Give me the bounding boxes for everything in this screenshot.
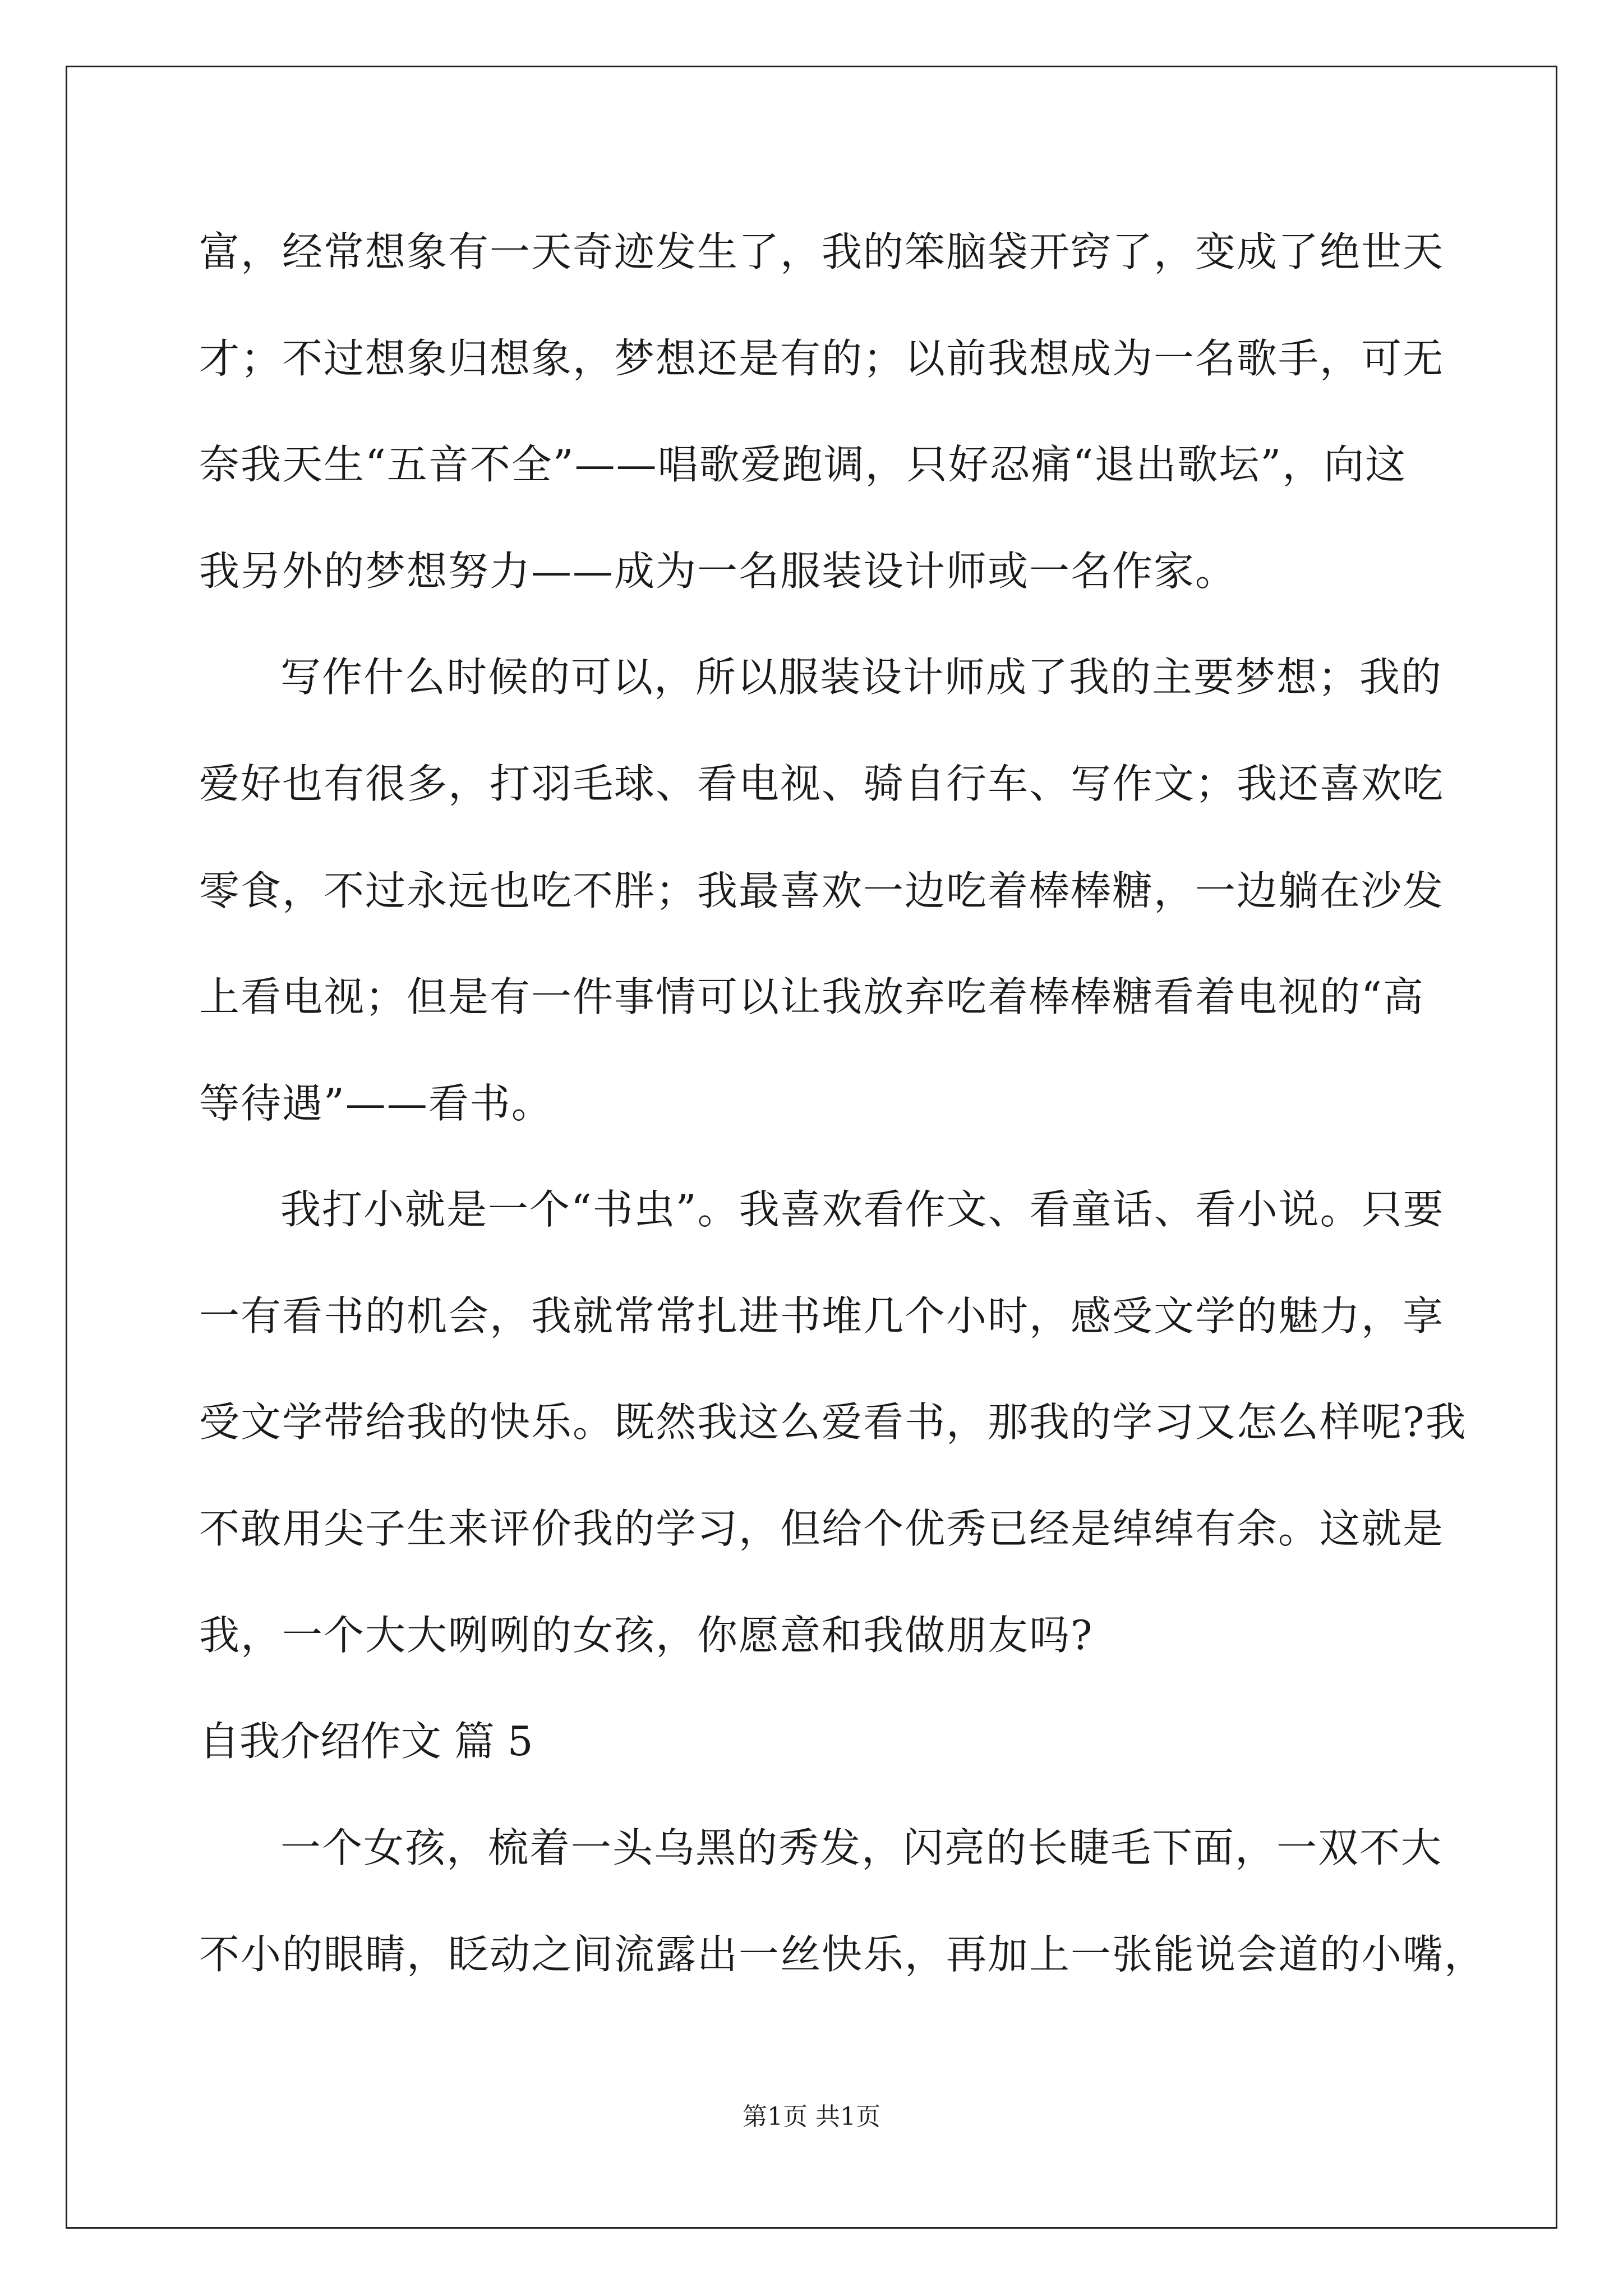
body-line: 不敢用尖子生来评价我的学习，但给个优秀已经是绰绰有余。这就是 [199, 1505, 1445, 1552]
body-line: 零食，不过永远也吃不胖；我最喜欢一边吃着棒棒糖，一边躺在沙发 [199, 867, 1445, 914]
body-line: 我另外的梦想努力——成为一名服装设计师或一名作家。 [199, 547, 1237, 595]
paragraph-first-line: 写作什么时候的可以，所以服装设计师成了我的主要梦想；我的 [280, 654, 1443, 701]
body-line: 爱好也有很多，打羽毛球、看电视、骑自行车、写作文；我还喜欢吃 [199, 760, 1445, 807]
body-line: 不小的眼睛，眨动之间流露出一丝快乐，再加上一张能说会道的小嘴， [199, 1931, 1486, 1978]
paragraph-first-line: 我打小就是一个“书虫”。我喜欢看作文、看童话、看小说。只要 [280, 1186, 1445, 1233]
page-footer: 第1页 共1页 [743, 2102, 880, 2131]
body-line: 等待遇”——看书。 [199, 1080, 553, 1127]
body-line: 富，经常想象有一天奇迹发生了，我的笨脑袋开窍了，变成了绝世天 [199, 228, 1445, 275]
page-border [66, 66, 1557, 2229]
body-line: 一有看书的机会，我就常常扎进书堆几个小时，感受文学的魅力，享 [199, 1292, 1445, 1340]
body-line: 奈我天生“五音不全”——唱歌爱跑调，只好忍痛“退出歌坛”，向这 [199, 441, 1407, 488]
section-heading: 自我介绍作文 篇 5 [199, 1718, 533, 1765]
body-line: 受文学带给我的快乐。既然我这么爱看书，那我的学习又怎么样呢?我 [199, 1398, 1467, 1446]
body-line: 才；不过想象归想象，梦想还是有的；以前我想成为一名歌手，可无 [199, 335, 1445, 382]
paragraph-first-line: 一个女孩，梳着一头乌黑的秀发，闪亮的长睫毛下面，一双不大 [280, 1824, 1443, 1871]
body-line: 上看电视；但是有一件事情可以让我放弃吃着棒棒糖看着电视的“高 [199, 973, 1424, 1020]
body-line: 我，一个大大咧咧的女孩，你愿意和我做朋友吗? [199, 1612, 1094, 1659]
